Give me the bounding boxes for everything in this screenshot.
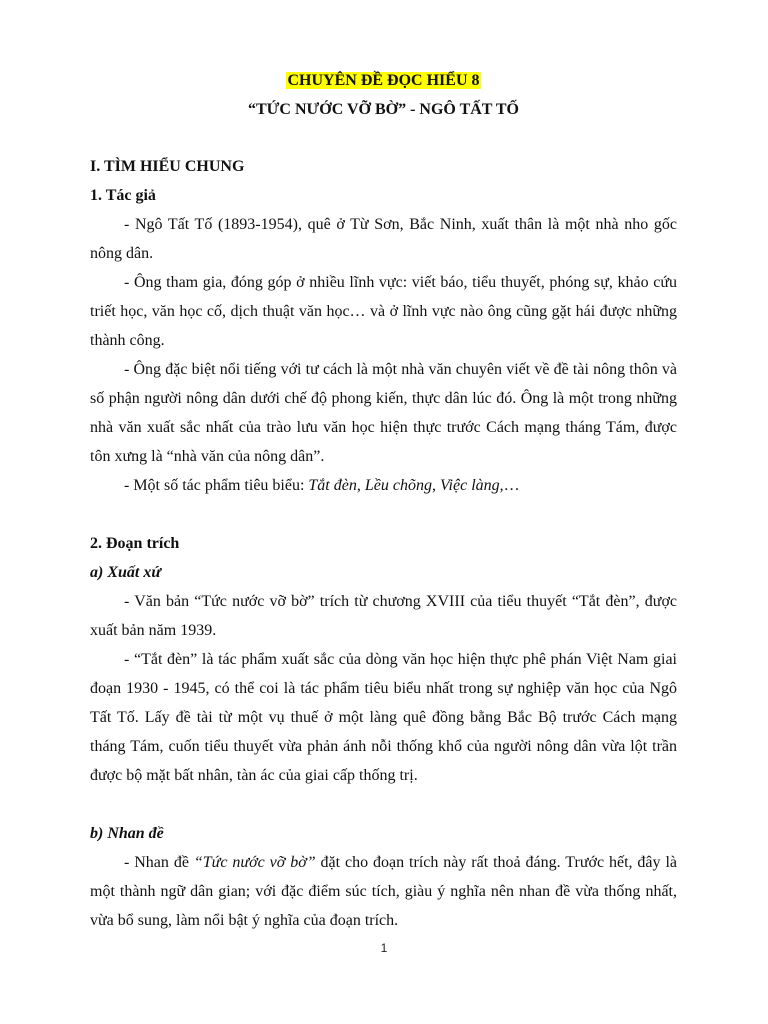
works-suffix: ,…	[499, 477, 520, 494]
works-separator: ,	[356, 477, 365, 494]
works-prefix: - Một số tác phẩm tiêu biểu:	[124, 477, 309, 494]
section-heading-general: I. TÌM HIỂU CHUNG	[90, 158, 245, 175]
author-works-paragraph	[90, 471, 677, 500]
works-separator: ,	[431, 477, 440, 494]
origin-paragraph-2: - “Tắt đèn” là tác phẩm xuất sắc của dòng văn học hiện thực phê phán Việt Nam giai đoạn 1930 - 1945, có thể coi là tác phẩm tiêu biểu nhất trong sự nghiệp văn học của Ngô Tất Tố. Lấy đề tài từ một vụ thuế ở một làng quê đồng bằng Bắc Bộ trước Cách mạng tháng Tám, cuốn tiểu thuyết vừa phản ánh nỗi thống khổ của người nông dân vừa lột trần được bộ mặt bất nhân, tàn ác của giai cấp thống trị.	[90, 651, 677, 784]
blank-line	[90, 790, 677, 819]
title-meaning-suffix: đặt cho đoạn trích này rất thoả đáng. Trước hết, đây là một thành ngữ dân gian; với đặc điểm súc tích, giàu ý nghĩa nên nhan đề vừa thống nhất, vừa bổ sung, làm nổi bật ý nghĩa của đoạn trích.	[90, 854, 677, 929]
work-title: Việc làng	[439, 477, 500, 494]
author-heading: 1. Tác giả	[90, 187, 156, 204]
title-meaning-quote: “Tức nước vỡ bờ”	[193, 854, 316, 871]
blank-line	[90, 500, 677, 529]
page-number: 1	[380, 941, 388, 955]
author-paragraph-3: - Ông đặc biệt nổi tiếng với tư cách là một nhà văn chuyên viết về đề tài nông thôn và số phận người nông dân dưới chế độ phong kiến, thực dân lúc đó. Ông là một trong những nhà văn xuất sắc nhất của trào lưu văn học hiện thực trước Cách mạng tháng Tám, được tôn xưng là “nhà văn của nông dân”.	[90, 361, 677, 465]
title-meaning-heading: b) Nhan đề	[90, 825, 164, 842]
work-title: Lều chõng	[364, 477, 432, 494]
work-title: Tắt đèn	[308, 477, 357, 494]
document-title	[90, 66, 677, 95]
origin-paragraph-1: - Văn bản “Tức nước vỡ bờ” trích từ chương XVIII của tiểu thuyết “Tắt đèn”, được xuất bản năm 1939.	[90, 593, 677, 639]
author-paragraph-1: - Ngô Tất Tố (1893-1954), quê ở Từ Sơn, Bắc Ninh, xuất thân là một nhà nho gốc nông dân.	[90, 216, 677, 262]
author-paragraph-2: - Ông tham gia, đóng góp ở nhiều lĩnh vực: viết báo, tiểu thuyết, phóng sự, khảo cứu triết học, văn học cố, dịch thuật văn học… và ở lĩnh vực nào ông cũng gặt hái được những thành công.	[90, 274, 677, 349]
title-meaning-prefix: - Nhan đề	[124, 854, 194, 871]
title-meaning-paragraph	[90, 848, 677, 935]
document-page	[90, 66, 677, 935]
document-subtitle: “TỨC NƯỚC VỠ BỜ” - NGÔ TẤT TỐ	[248, 101, 519, 118]
title-highlight: CHUYÊN ĐỀ ĐỌC HIỂU 8	[287, 72, 480, 89]
excerpt-heading: 2. Đoạn trích	[90, 535, 180, 552]
origin-heading: a) Xuất xứ	[90, 564, 161, 581]
